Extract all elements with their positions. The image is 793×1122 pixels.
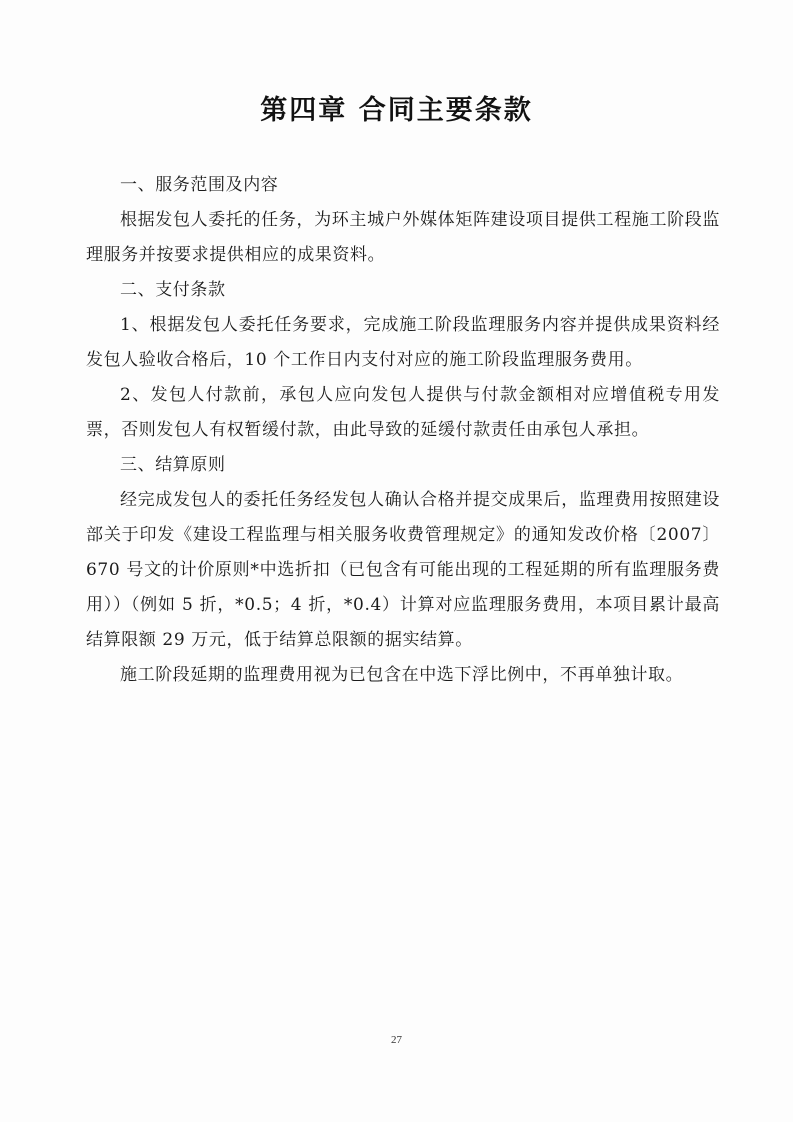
chapter-title: 第四章 合同主要条款 bbox=[260, 95, 533, 126]
section-heading-service-scope: 一、服务范围及内容 bbox=[120, 175, 279, 195]
section-heading-settlement: 三、结算原则 bbox=[120, 455, 226, 475]
paragraph-delay-fee: 施工阶段延期的监理费用视为已包含在中选下浮比例中，不再单独计取。 bbox=[120, 665, 684, 685]
paragraph-payment-item-2: 2、发包人付款前，承包人应向发包人提供与付款金额相对应增值税专用发票，否则发包人有权暂缓付款，由此导致的延缓付款责任由承包人承担。 bbox=[86, 385, 720, 440]
paragraph-settlement: 经完成发包人的委托任务经发包人确认合格并提交成果后，监理费用按照建设部关于印发《建设工程监理与相关服务收费管理规定》的通知发改价格〔2007〕670 号文的计价原则*中选折扣（已包含有可能出现的工程延期的所有监理服务费用））（例如 5 折，*0.5；4 折，*0.4）计算对应监理服务费用，本项目累计最高结算限额 29 万元，低于结算总限额的据实结算。 bbox=[86, 490, 720, 650]
page-number: 27 bbox=[391, 1034, 402, 1046]
section-heading-payment-terms: 二、支付条款 bbox=[120, 280, 226, 300]
paragraph-payment-item-1: 1、根据发包人委托任务要求，完成施工阶段监理服务内容并提供成果资料经发包人验收合格后，10 个工作日内支付对应的施工阶段监理服务费用。 bbox=[86, 315, 720, 370]
paragraph-service-scope: 根据发包人委托的任务，为环主城户外媒体矩阵建设项目提供工程施工阶段监理服务并按要求提供相应的成果资料。 bbox=[86, 210, 720, 265]
document-body bbox=[86, 168, 720, 693]
